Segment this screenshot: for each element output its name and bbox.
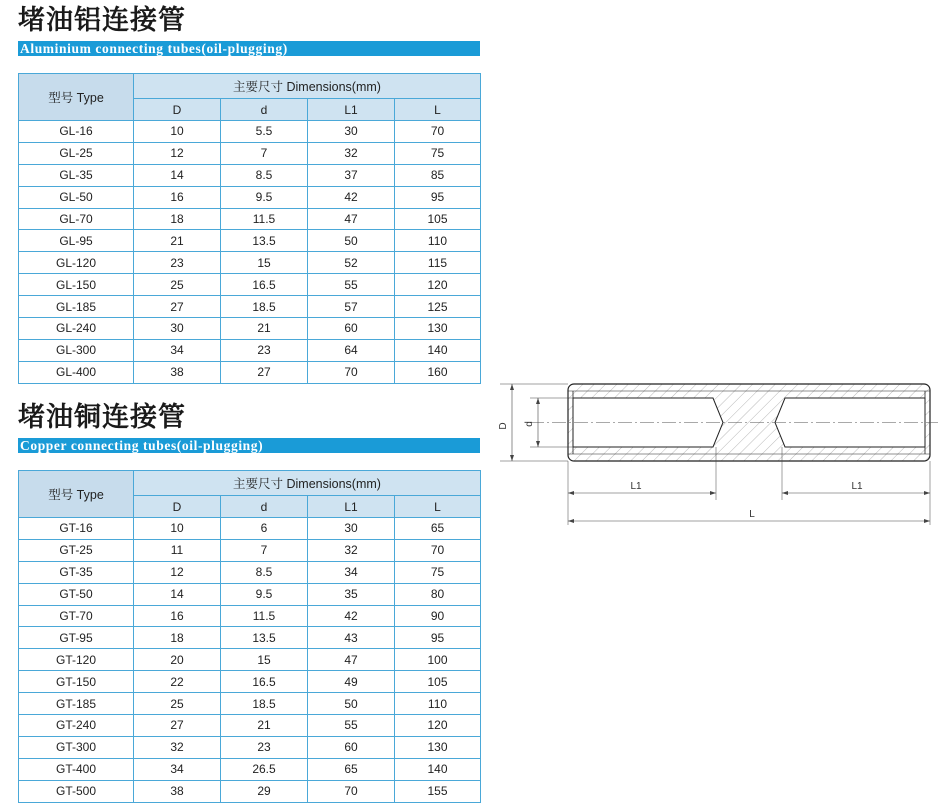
cell-L1: 55 — [308, 715, 395, 737]
table-row — [19, 539, 481, 561]
copper-subtitle-bar: Copper connecting tubes(oil-plugging) — [18, 438, 480, 453]
cell-L: 70 — [395, 121, 481, 143]
cell-type: GL-95 — [19, 230, 134, 252]
cell-d: 8.5 — [221, 561, 308, 583]
cell-type: GL-16 — [19, 121, 134, 143]
cell-D: 20 — [134, 649, 221, 671]
d-label: d — [524, 421, 535, 427]
table-row — [19, 780, 481, 802]
table-row — [19, 142, 481, 164]
cell-d: 23 — [221, 339, 308, 361]
cell-d: 13.5 — [221, 230, 308, 252]
cell-type: GL-400 — [19, 361, 134, 383]
aluminium-title: 堵油铝连接管 — [18, 5, 186, 36]
table-row — [19, 252, 481, 274]
cell-d: 5.5 — [221, 121, 308, 143]
L1-left-label: L1 — [630, 481, 642, 492]
cell-d: 29 — [221, 780, 308, 802]
table-row — [19, 339, 481, 361]
cell-L: 125 — [395, 296, 481, 318]
cell-D: 25 — [134, 693, 221, 715]
copper-spec-table — [18, 470, 481, 803]
cell-L: 105 — [395, 208, 481, 230]
cell-L1: 30 — [308, 121, 395, 143]
type-header: 型号 Type — [19, 471, 134, 518]
cell-L: 95 — [395, 627, 481, 649]
cell-d: 27 — [221, 361, 308, 383]
cell-type: GL-120 — [19, 252, 134, 274]
cell-L1: 50 — [308, 230, 395, 252]
table-row — [19, 583, 481, 605]
cell-type: GL-70 — [19, 208, 134, 230]
cell-type: GT-300 — [19, 736, 134, 758]
cell-type: GT-95 — [19, 627, 134, 649]
cell-d: 18.5 — [221, 693, 308, 715]
cell-D: 38 — [134, 361, 221, 383]
column-header-L1: L1 — [308, 496, 395, 518]
dimensions-header: 主要尺寸 Dimensions(mm) — [134, 471, 481, 496]
cell-type: GT-240 — [19, 715, 134, 737]
table-row — [19, 627, 481, 649]
cell-L: 110 — [395, 230, 481, 252]
cell-D: 10 — [134, 121, 221, 143]
cell-L1: 49 — [308, 671, 395, 693]
cell-type: GT-50 — [19, 583, 134, 605]
cell-D: 16 — [134, 605, 221, 627]
cell-L1: 37 — [308, 164, 395, 186]
cell-L1: 70 — [308, 780, 395, 802]
cell-D: 21 — [134, 230, 221, 252]
cell-type: GT-150 — [19, 671, 134, 693]
L-label: L — [749, 509, 755, 520]
cell-d: 7 — [221, 142, 308, 164]
cell-D: 27 — [134, 715, 221, 737]
cell-L: 120 — [395, 715, 481, 737]
cell-L: 100 — [395, 649, 481, 671]
cell-L: 140 — [395, 758, 481, 780]
cell-L: 105 — [395, 671, 481, 693]
aluminium-spec-table — [18, 73, 481, 384]
aluminium-subtitle-bar: Aluminium connecting tubes(oil-plugging) — [18, 41, 480, 56]
cell-L: 155 — [395, 780, 481, 802]
cell-type: GL-300 — [19, 339, 134, 361]
cell-type: GL-25 — [19, 142, 134, 164]
type-header: 型号 Type — [19, 74, 134, 121]
cell-L: 140 — [395, 339, 481, 361]
cell-D: 34 — [134, 339, 221, 361]
cell-D: 32 — [134, 736, 221, 758]
D-label: D — [498, 422, 509, 430]
table-row — [19, 736, 481, 758]
cell-d: 23 — [221, 736, 308, 758]
cell-d: 11.5 — [221, 605, 308, 627]
table-row — [19, 230, 481, 252]
cell-type: GT-35 — [19, 561, 134, 583]
column-header-d: d — [221, 99, 308, 121]
cell-type: GL-35 — [19, 164, 134, 186]
cell-d: 16.5 — [221, 274, 308, 296]
cell-L1: 50 — [308, 693, 395, 715]
column-header-d: d — [221, 496, 308, 518]
cell-type: GT-120 — [19, 649, 134, 671]
cell-type: GT-500 — [19, 780, 134, 802]
cell-L: 90 — [395, 605, 481, 627]
table-row — [19, 561, 481, 583]
table-row — [19, 274, 481, 296]
cell-L1: 55 — [308, 274, 395, 296]
cell-D: 18 — [134, 627, 221, 649]
dimensions-header: 主要尺寸 Dimensions(mm) — [134, 74, 481, 99]
cell-L1: 34 — [308, 561, 395, 583]
cell-D: 11 — [134, 539, 221, 561]
cell-d: 16.5 — [221, 671, 308, 693]
tube-cross-section-diagram — [490, 375, 940, 535]
cell-L1: 65 — [308, 758, 395, 780]
table-row — [19, 208, 481, 230]
cell-D: 34 — [134, 758, 221, 780]
cell-d: 21 — [221, 318, 308, 340]
cell-D: 22 — [134, 671, 221, 693]
table-row — [19, 715, 481, 737]
cell-type: GL-150 — [19, 274, 134, 296]
cell-d: 6 — [221, 518, 308, 540]
cell-D: 16 — [134, 186, 221, 208]
cell-d: 15 — [221, 252, 308, 274]
column-header-L: L — [395, 99, 481, 121]
table-row — [19, 361, 481, 383]
cell-type: GT-400 — [19, 758, 134, 780]
cell-L1: 64 — [308, 339, 395, 361]
cell-type: GL-50 — [19, 186, 134, 208]
cell-D: 38 — [134, 780, 221, 802]
column-header-D: D — [134, 99, 221, 121]
cell-L1: 35 — [308, 583, 395, 605]
cell-L: 80 — [395, 583, 481, 605]
table-row — [19, 605, 481, 627]
cell-L1: 47 — [308, 208, 395, 230]
cell-L: 65 — [395, 518, 481, 540]
cell-type: GT-16 — [19, 518, 134, 540]
cell-L: 75 — [395, 561, 481, 583]
cell-L1: 30 — [308, 518, 395, 540]
cell-L: 85 — [395, 164, 481, 186]
table-row — [19, 671, 481, 693]
table-row — [19, 318, 481, 340]
cell-d: 7 — [221, 539, 308, 561]
cell-L1: 47 — [308, 649, 395, 671]
cell-d: 11.5 — [221, 208, 308, 230]
cell-type: GT-25 — [19, 539, 134, 561]
table-row — [19, 693, 481, 715]
cell-d: 9.5 — [221, 186, 308, 208]
cell-L1: 57 — [308, 296, 395, 318]
cell-L1: 70 — [308, 361, 395, 383]
cell-D: 12 — [134, 561, 221, 583]
cell-L1: 43 — [308, 627, 395, 649]
cell-d: 13.5 — [221, 627, 308, 649]
cell-d: 21 — [221, 715, 308, 737]
cell-d: 18.5 — [221, 296, 308, 318]
cell-L: 130 — [395, 318, 481, 340]
cell-L1: 60 — [308, 318, 395, 340]
cell-L1: 32 — [308, 142, 395, 164]
cell-D: 14 — [134, 583, 221, 605]
column-header-L: L — [395, 496, 481, 518]
table-row — [19, 649, 481, 671]
L1-right-label: L1 — [851, 481, 863, 492]
cell-type: GT-70 — [19, 605, 134, 627]
cell-L: 130 — [395, 736, 481, 758]
cell-d: 15 — [221, 649, 308, 671]
cell-L: 95 — [395, 186, 481, 208]
table-row — [19, 518, 481, 540]
cell-D: 25 — [134, 274, 221, 296]
cell-D: 12 — [134, 142, 221, 164]
cell-type: GL-185 — [19, 296, 134, 318]
cell-L1: 42 — [308, 605, 395, 627]
cell-type: GL-240 — [19, 318, 134, 340]
table-row — [19, 164, 481, 186]
table-row — [19, 758, 481, 780]
cell-D: 23 — [134, 252, 221, 274]
cell-D: 18 — [134, 208, 221, 230]
cell-D: 27 — [134, 296, 221, 318]
cell-L1: 52 — [308, 252, 395, 274]
cell-L: 70 — [395, 539, 481, 561]
cell-d: 26.5 — [221, 758, 308, 780]
cell-type: GT-185 — [19, 693, 134, 715]
copper-title: 堵油铜连接管 — [18, 402, 186, 433]
table-row — [19, 296, 481, 318]
cell-D: 14 — [134, 164, 221, 186]
cell-L1: 42 — [308, 186, 395, 208]
cell-L: 115 — [395, 252, 481, 274]
cell-D: 10 — [134, 518, 221, 540]
cell-L: 120 — [395, 274, 481, 296]
cell-L: 110 — [395, 693, 481, 715]
cell-d: 8.5 — [221, 164, 308, 186]
column-header-L1: L1 — [308, 99, 395, 121]
column-header-D: D — [134, 496, 221, 518]
copper-table-body — [19, 518, 481, 803]
cell-L: 75 — [395, 142, 481, 164]
cell-L: 160 — [395, 361, 481, 383]
cell-d: 9.5 — [221, 583, 308, 605]
cell-L1: 60 — [308, 736, 395, 758]
aluminium-table-body — [19, 121, 481, 384]
table-row — [19, 186, 481, 208]
cell-D: 30 — [134, 318, 221, 340]
cell-L1: 32 — [308, 539, 395, 561]
table-row — [19, 121, 481, 143]
